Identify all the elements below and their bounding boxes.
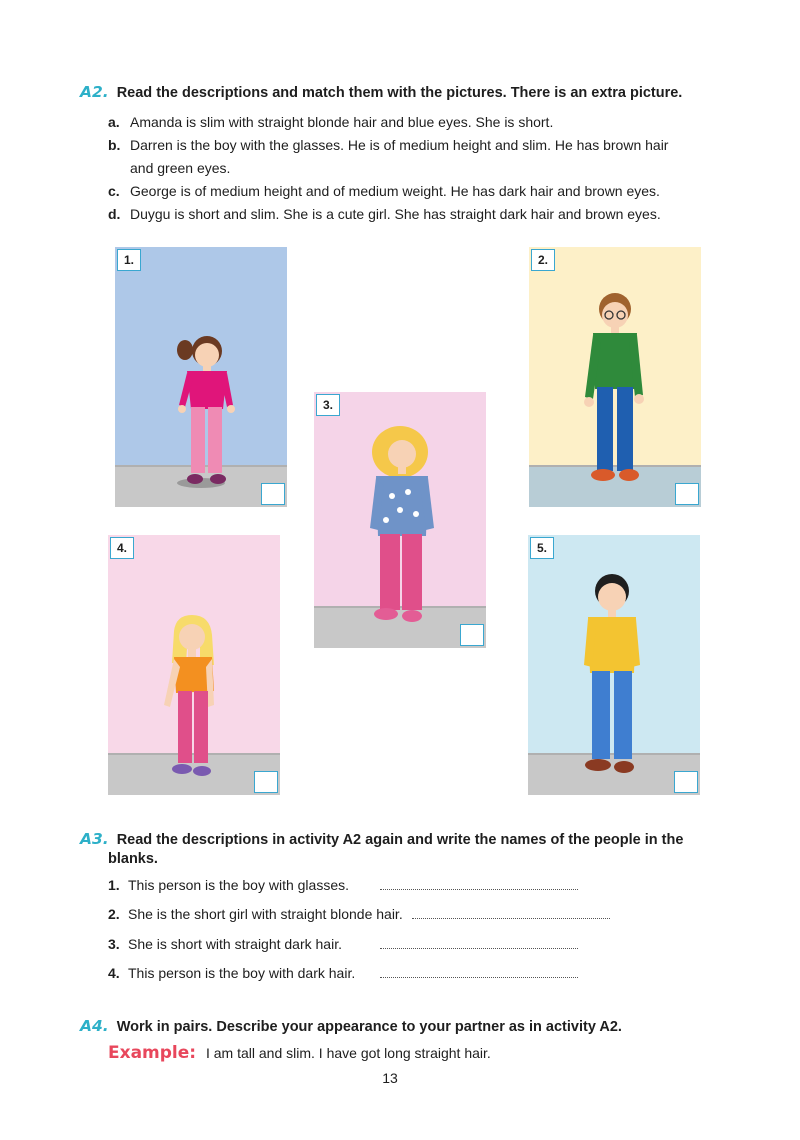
a2-title: Read the descriptions and match them with the pictures. There is an extra picture. [116, 85, 683, 101]
description-text: Duygu is short and slim. She is a cute girl. She has straight dark hair and brown eyes. [130, 206, 661, 222]
picture-4 [108, 535, 280, 795]
a4-example [108, 1043, 491, 1063]
example-text: I am tall and slim. I have got long straight hair. [205, 1045, 491, 1061]
description-letter: b. [108, 137, 121, 153]
item-number: 2. [108, 906, 120, 922]
picture-number: 2. [531, 249, 555, 271]
a4-tag: A4. [80, 1017, 109, 1035]
picture-number: 3. [316, 394, 340, 416]
girl-curly-blonde-hair-illustration [314, 392, 486, 648]
a3-item-2 [108, 906, 403, 922]
a3-item-1 [108, 877, 349, 893]
item-text: This person is the boy with glasses. [128, 877, 349, 893]
description-text-continued: and green eyes. [130, 160, 231, 176]
picture-1 [115, 247, 287, 507]
boy-glasses-illustration [529, 247, 701, 507]
answer-box-2[interactable] [675, 483, 699, 505]
description-a [108, 110, 708, 133]
example-label: Example: [108, 1043, 197, 1063]
answer-box-4[interactable] [254, 771, 278, 793]
item-number: 1. [108, 877, 120, 893]
boy-dark-hair-illustration [528, 535, 700, 795]
a2-heading [80, 83, 682, 101]
item-text: She is the short girl with straight blonde hair. [128, 906, 403, 922]
description-d [108, 202, 708, 225]
answer-blank-1[interactable] [380, 889, 578, 890]
a2-descriptions [108, 110, 708, 225]
answer-blank-3[interactable] [380, 948, 578, 949]
description-c [108, 179, 708, 202]
item-number: 3. [108, 936, 120, 952]
a3-heading [80, 830, 683, 869]
a3-title-line2: blanks. [108, 851, 158, 867]
a4-heading [80, 1017, 622, 1035]
picture-2 [529, 247, 701, 507]
item-number: 4. [108, 965, 120, 981]
page-number: 13 [382, 1070, 398, 1086]
picture-number: 4. [110, 537, 134, 559]
answer-box-5[interactable] [674, 771, 698, 793]
description-text: Amanda is slim with straight blonde hair and blue eyes. She is short. [130, 114, 554, 130]
answer-box-3[interactable] [460, 624, 484, 646]
description-letter: d. [108, 206, 121, 222]
picture-number: 5. [530, 537, 554, 559]
a3-item-3 [108, 936, 342, 952]
picture-number: 1. [117, 249, 141, 271]
item-text: This person is the boy with dark hair. [128, 965, 356, 981]
a4-title: Work in pairs. Describe your appearance to your partner as in activity A2. [116, 1019, 622, 1035]
girl-dark-hair-illustration [115, 247, 287, 507]
description-text: Darren is the boy with the glasses. He is of medium height and slim. He has brown hair [130, 137, 669, 153]
answer-blank-4[interactable] [380, 977, 578, 978]
picture-3 [314, 392, 486, 648]
description-letter: a. [108, 114, 120, 130]
picture-5 [528, 535, 700, 795]
a2-tag: A2. [80, 83, 109, 101]
description-text: George is of medium height and of medium weight. He has dark hair and brown eyes. [130, 183, 660, 199]
description-letter: c. [108, 183, 120, 199]
item-text: She is short with straight dark hair. [128, 936, 342, 952]
a3-item-4 [108, 965, 355, 981]
a3-tag: A3. [80, 830, 109, 848]
answer-box-1[interactable] [261, 483, 285, 505]
girl-straight-blonde-hair-illustration [108, 535, 280, 795]
answer-blank-2[interactable] [412, 918, 610, 919]
description-b [108, 133, 708, 179]
a3-title-line1: Read the descriptions in activity A2 again and write the names of the people in the [116, 832, 684, 848]
